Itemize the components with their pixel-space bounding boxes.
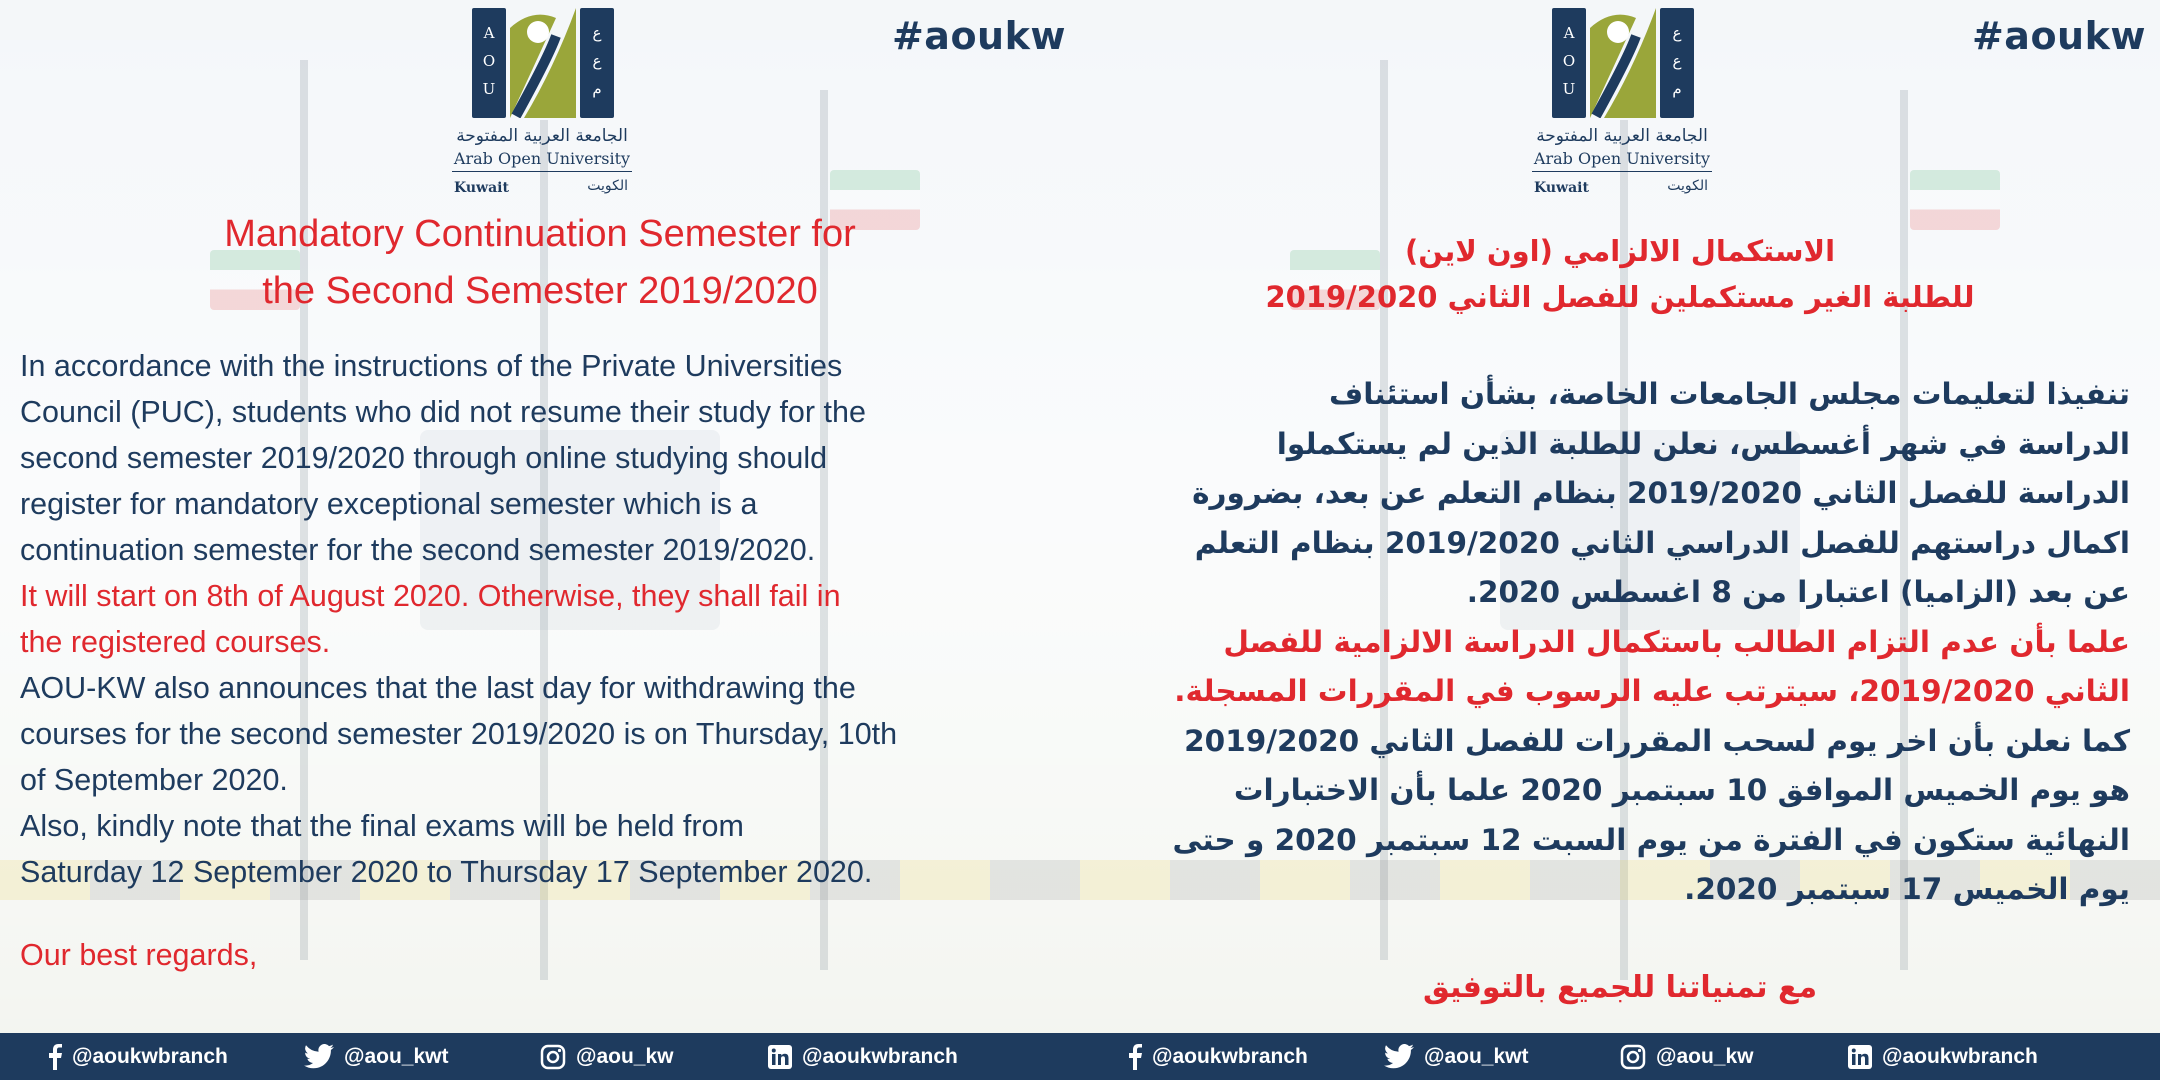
- arabic-withdraw-line: يوم الخميس 17 سبتمبر 2020.: [1684, 872, 2130, 906]
- social-link-instagram[interactable]: [540, 1033, 674, 1080]
- english-body-line: In accordance with the instructions of the Private Universities: [20, 349, 843, 383]
- instagram-icon: [540, 1044, 566, 1070]
- social-handle: @aoukwbranch: [72, 1044, 228, 1068]
- arabic-withdraw-line: كما نعلن بأن اخر يوم لسحب المقررات للفصل الثاني 2019/2020: [1184, 723, 2130, 758]
- english-title-line: the Second Semester 2019/2020: [262, 270, 818, 312]
- background-flag: [1910, 170, 2000, 230]
- english-warning-line: It will start on 8th of August 2020. Otherwise, they shall fail in: [20, 579, 841, 613]
- english-title-line: Mandatory Continuation Semester for: [224, 213, 856, 255]
- social-link-facebook[interactable]: [48, 1033, 228, 1080]
- social-bar: [1080, 1033, 2160, 1080]
- svg-text:U: U: [482, 80, 496, 98]
- svg-text:A: A: [483, 24, 495, 42]
- svg-text:U: U: [1562, 80, 1576, 98]
- social-handle: @aou_kwt: [344, 1044, 449, 1068]
- svg-text:O: O: [1562, 52, 1576, 70]
- social-link-instagram[interactable]: [1620, 1033, 1754, 1080]
- hashtag: #aoukw: [891, 14, 1066, 58]
- social-handle: @aou_kw: [576, 1044, 674, 1068]
- university-logo: [1532, 8, 1712, 208]
- logo-arabic-name: الجامعة العربية المفتوحة: [456, 126, 628, 146]
- social-handle: @aoukwbranch: [1882, 1044, 2038, 1068]
- arabic-title: [1080, 228, 2160, 320]
- arabic-warning-line: علما بأن عدم التزام الطالب باستكمال الدراسة الالزامية للفصل: [1223, 624, 2130, 659]
- svg-text:ع: ع: [1672, 24, 1682, 42]
- arabic-panel: [1080, 0, 2160, 1080]
- linkedin-icon: [768, 1045, 792, 1069]
- logo-country-arabic: الكويت: [1667, 178, 1708, 194]
- facebook-icon: [48, 1044, 62, 1070]
- arabic-title-line: للطلبة الغير مستكملين للفصل الثاني 2019/2020: [1265, 280, 1975, 314]
- arabic-warning-line: الثاني 2019/2020، سيترتب عليه الرسوب في المقررات المسجلة.: [1174, 674, 2130, 708]
- english-body-line: register for mandatory exceptional semester which is a: [20, 487, 758, 521]
- arabic-body-line: تنفيذا لتعليمات مجلس الجامعات الخاصة، بشأن استئناف: [1328, 377, 2130, 411]
- svg-text:O: O: [482, 52, 496, 70]
- social-bar: [0, 1033, 1080, 1080]
- english-body-line: continuation semester for the second semester 2019/2020.: [20, 533, 816, 567]
- svg-text:A: A: [1563, 24, 1575, 42]
- social-link-linkedin[interactable]: [1848, 1033, 2038, 1080]
- social-link-facebook[interactable]: [1128, 1033, 1308, 1080]
- social-handle: @aou_kwt: [1424, 1044, 1529, 1068]
- arabic-body-line: عن بعد (الزاميا) اعتبارا من 8 اغسطس 2020.: [1466, 575, 2130, 609]
- aou-logo-mark: [472, 8, 614, 118]
- english-title: [0, 206, 1080, 320]
- arabic-body-line: الدراسة للفصل الثاني 2019/2020 بنظام التعلم عن بعد، بضرورة: [1192, 476, 2130, 510]
- social-handle: @aoukwbranch: [1152, 1044, 1308, 1068]
- english-withdraw-line: AOU-KW also announces that the last day for withdrawing the: [20, 671, 856, 705]
- social-handle: @aoukwbranch: [802, 1044, 958, 1068]
- english-exam-line: Saturday 12 September 2020 to Thursday 17 September 2020.: [20, 855, 873, 889]
- svg-text:ع: ع: [592, 52, 602, 70]
- linkedin-icon: [1848, 1045, 1872, 1069]
- arabic-withdraw-line: هو يوم الخميس الموافق 10 سبتمبر 2020 علما بأن الاختبارات: [1233, 773, 2130, 807]
- logo-english-name: Arab Open University: [452, 149, 632, 172]
- english-withdraw-line: of September 2020.: [20, 763, 288, 797]
- svg-text:ع: ع: [592, 24, 602, 42]
- university-logo: [452, 8, 632, 208]
- social-link-linkedin[interactable]: [768, 1033, 958, 1080]
- facebook-icon: [1128, 1044, 1142, 1070]
- arabic-body-line: الدراسة في شهر أغسطس، نعلن للطلبة الذين لم يستكملوا: [1276, 426, 2130, 461]
- logo-country: Kuwait: [1534, 180, 1589, 196]
- logo-arabic-name: الجامعة العربية المفتوحة: [1536, 126, 1708, 146]
- english-regards: Our best regards,: [20, 938, 258, 972]
- social-link-twitter[interactable]: [1384, 1033, 1529, 1080]
- arabic-title-line: الاستكمال الالزامي (اون لاين): [1404, 234, 1836, 268]
- arabic-withdraw-line: النهائية ستكون في الفترة من يوم السبت 12 سبتمبر 2020 و حتى: [1172, 822, 2130, 857]
- arabic-announcement: [1090, 370, 2130, 915]
- aou-logo-mark: [1552, 8, 1694, 118]
- social-handle: @aou_kw: [1656, 1044, 1754, 1068]
- svg-text:ع: ع: [1672, 52, 1682, 70]
- svg-text:م: م: [592, 80, 602, 98]
- instagram-icon: [1620, 1044, 1646, 1070]
- english-withdraw-line: courses for the second semester 2019/2020 is on Thursday, 10th: [20, 717, 898, 751]
- arabic-body-line: اكمال دراستهم للفصل الدراسي الثاني 2019/2020 بنظام التعلم: [1194, 525, 2130, 560]
- english-body-line: second semester 2019/2020 through online studying should: [20, 441, 828, 475]
- hashtag: #aoukw: [1971, 14, 2146, 58]
- twitter-icon: [304, 1044, 334, 1069]
- english-announcement: [20, 343, 1070, 895]
- logo-country-arabic: الكويت: [587, 178, 628, 194]
- social-link-twitter[interactable]: [304, 1033, 449, 1080]
- english-body-line: Council (PUC), students who did not resume their study for the: [20, 395, 866, 429]
- arabic-regards: مع تمنياتنا للجميع بالتوفيق: [1422, 970, 1818, 1005]
- twitter-icon: [1384, 1044, 1414, 1069]
- logo-country: Kuwait: [454, 180, 509, 196]
- svg-text:م: م: [1672, 80, 1682, 98]
- english-warning-line: the registered courses.: [20, 625, 331, 659]
- logo-english-name: Arab Open University: [1532, 149, 1712, 172]
- english-exam-line: Also, kindly note that the final exams will be held from: [20, 809, 744, 843]
